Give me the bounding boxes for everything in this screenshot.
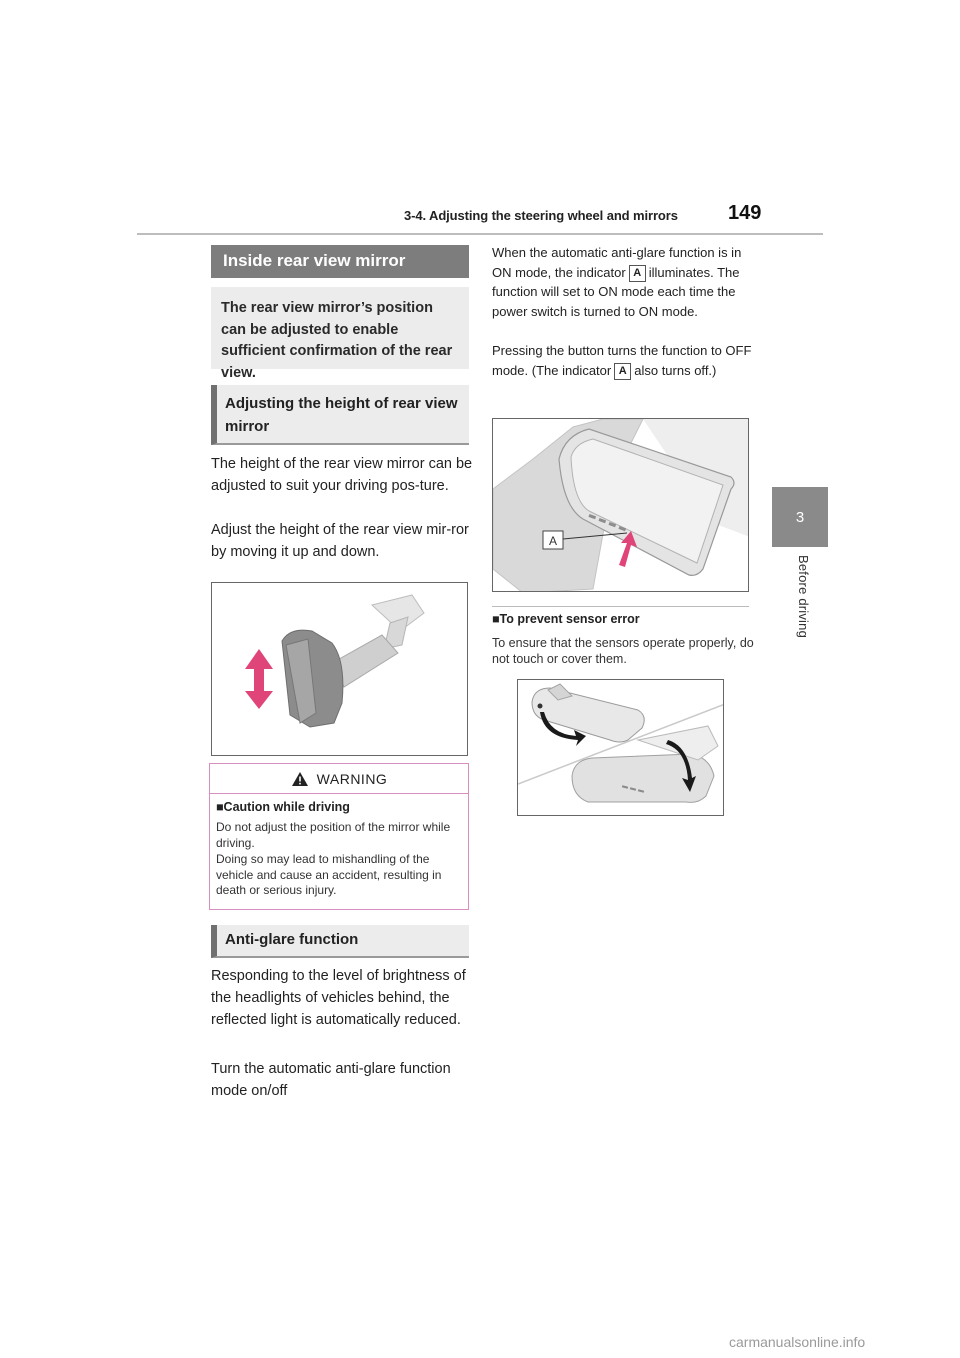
- warning-subtitle: ■Caution while driving: [216, 800, 350, 814]
- note-divider: [492, 606, 749, 607]
- header-divider: [137, 233, 823, 235]
- text-off-mode-b: also turns off.): [634, 362, 717, 378]
- warning-text-2: Doing so may lead to mishandling of the vehicle and cause an accident, resulting in death or serious injury.: [216, 852, 442, 897]
- watermark: carmanualsonline.info: [729, 1334, 866, 1350]
- text-on-mode-b: illuminates. The function will set to ON mode each time the power switch is turned to ON mode.: [492, 264, 740, 319]
- figure-anti-glare-button: [492, 418, 749, 592]
- paragraph-off-mode: [492, 341, 754, 380]
- page-number: 149: [728, 202, 762, 224]
- paragraph-height-1: The height of the rear view mirror can be adjusted to suit your driving pos-ture.: [211, 456, 473, 494]
- section-heading: Inside rear view mirror: [211, 245, 469, 278]
- text-on-mode-a: When the automatic anti-glare function is in ON mode, the indicator: [492, 245, 742, 280]
- paragraph-anti-glare-2: Turn the automatic anti-glare function mode on/off: [211, 1061, 451, 1099]
- warning-triangle-icon: [291, 771, 309, 787]
- warning-header: [210, 764, 468, 794]
- subheading-height: Adjusting the height of rear view mirror: [211, 385, 469, 445]
- running-header-section: 3-4. Adjusting the steering wheel and mirrors: [404, 208, 678, 223]
- chapter-number: 3: [795, 508, 805, 526]
- paragraph-height-2: Adjust the height of the rear view mir-ror by moving it up and down.: [211, 522, 469, 560]
- figure-sensors: [517, 679, 724, 816]
- chapter-tab: [772, 487, 828, 547]
- paragraph-on-mode: [492, 243, 754, 321]
- paragraph-anti-glare-1: Responding to the level of brightness of the headlights of vehicles behind, the reflected light is automatically reduced.: [211, 968, 466, 1028]
- up-down-arrow-icon: [245, 649, 273, 709]
- subheading-anti-glare: Anti-glare function: [211, 925, 469, 958]
- note-text: To ensure that the sensors operate properly, do not touch or cover them.: [492, 636, 754, 666]
- intro-box: The rear view mirror’s position can be adjusted to enable sufficient confirmation of the rear view.: [211, 287, 469, 369]
- text-off-mode-a: Pressing the button turns the function to OFF mode. (The indicator: [492, 343, 752, 378]
- figure-mirror-height: [211, 582, 468, 756]
- warning-title: WARNING: [316, 770, 388, 787]
- note-title: ■To prevent sensor error: [492, 612, 640, 626]
- chapter-label: Before driving: [796, 555, 811, 639]
- indicator-badge: A: [629, 265, 646, 282]
- warning-box: [209, 763, 469, 910]
- figure-label-a: A: [548, 534, 558, 548]
- warning-text-1: Do not adjust the position of the mirror while driving.: [216, 820, 451, 850]
- indicator-badge: A: [614, 363, 631, 380]
